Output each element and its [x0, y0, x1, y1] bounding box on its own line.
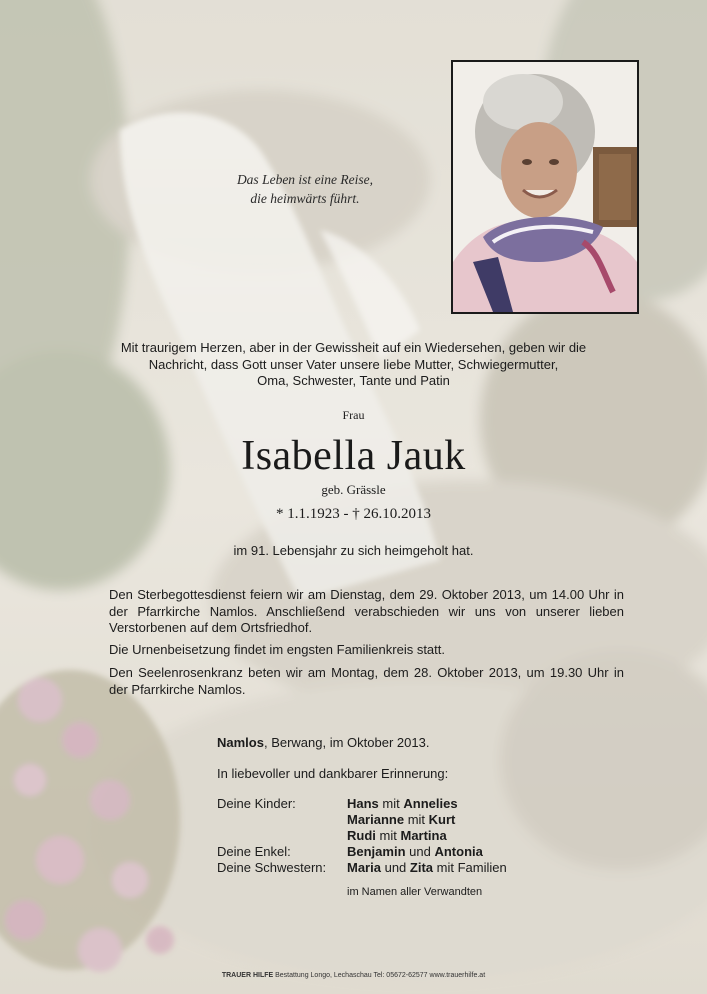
sister-1: Maria [347, 860, 381, 875]
place-date-rest: , Berwang, im Oktober 2013. [263, 735, 430, 750]
child-2 [347, 812, 455, 829]
life-dates: * 1.1.1923 - † 26.10.2013 [276, 506, 431, 522]
birth-name: geb. Grässle [321, 482, 386, 497]
footer-brand: TRAUER HILFE [221, 972, 274, 979]
footer [0, 972, 707, 979]
place-date [217, 735, 429, 752]
intro-line-2: Nachricht, dass Gott unser Vater unsere liebe Mutter, Schwiegermutter, [148, 356, 559, 372]
quote [200, 170, 410, 208]
sisters [347, 860, 507, 877]
quote-line-1: Das Leben ist eine Reise, [236, 172, 374, 187]
salutation: Frau [342, 408, 365, 422]
remembrance-line: In liebevoller und dankbarer Erinnerung: [217, 766, 449, 781]
footer-text: Bestattung Longo, Lechaschau Tel: 05672-62577 www.trauerhilfe.at [275, 972, 486, 979]
quote-line-2: die heimwärts führt. [250, 191, 360, 206]
sisters-tail: mit Familien [436, 860, 507, 875]
child-3-name: Rudi [347, 828, 376, 843]
and-word: und [384, 860, 407, 875]
child-2-partner: Kurt [428, 812, 456, 827]
urn-burial-paragraph: Die Urnenbeisetzung findet im engsten Familienkreis statt. [109, 642, 445, 657]
deceased-name: Isabella Jauk [241, 433, 466, 479]
with-word: mit [382, 796, 400, 811]
child-3-partner: Martina [400, 828, 447, 843]
intro-line-3: Oma, Schwester, Tante und Patin [257, 373, 450, 388]
grandchildren [347, 844, 483, 861]
child-1 [347, 796, 458, 813]
portrait-illustration [453, 62, 637, 312]
intro-text [0, 340, 707, 390]
grandchildren-label: Deine Enkel: [217, 844, 291, 859]
place: Namlos [217, 735, 264, 750]
funeral-service-paragraph: Den Sterbegottesdienst feiern wir am Dienstag, dem 29. Oktober 2013, um 14.00 Uhr in der Pfarrkirche Namlos. Anschließend verabschieden wir uns von unserer lieben Verstorbenen auf dem Ortsfriedhof. [109, 587, 624, 635]
child-1-partner: Annelies [403, 796, 458, 811]
sister-2: Zita [409, 860, 434, 875]
siblings-label: Deine Schwestern: [217, 860, 327, 875]
child-3 [347, 828, 447, 845]
grandchild-2: Antonia [434, 844, 483, 859]
child-2-name: Marianne [347, 812, 405, 827]
age-line: im 91. Lebensjahr zu sich heimgeholt hat. [233, 543, 474, 558]
and-word: und [409, 844, 431, 859]
intro-line-1: Mit traurigem Herzen, aber in der Gewissheit auf ein Wiedersehen, geben wir die [120, 340, 587, 355]
grandchild-1: Benjamin [347, 844, 406, 859]
portrait-photo [451, 60, 639, 314]
with-word: mit [407, 812, 426, 827]
relatives-line: im Namen aller Verwandten [347, 886, 483, 898]
children-label: Deine Kinder: [217, 796, 296, 811]
child-1-name: Hans [347, 796, 379, 811]
with-word: mit [379, 828, 397, 843]
rosary-paragraph: Den Seelenrosenkranz beten wir am Montag, dem 28. Oktober 2013, um 19.30 Uhr in der Pfarrkirche Namlos. [109, 665, 624, 697]
